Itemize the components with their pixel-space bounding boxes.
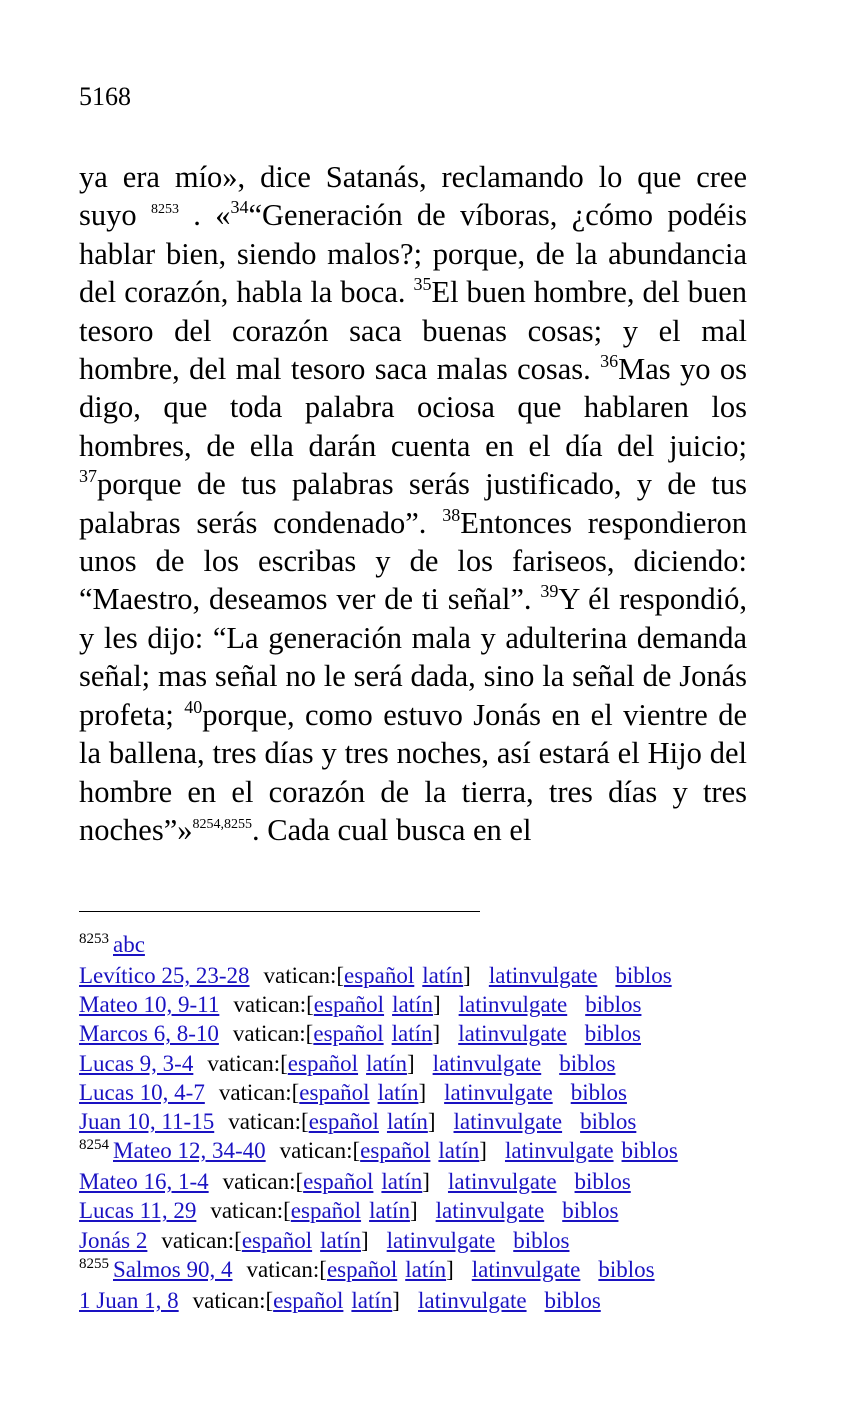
page-number: 5168 (79, 82, 131, 111)
latin-link[interactable]: latín (366, 1050, 407, 1076)
scripture-link[interactable]: Mateo 12, 34-40 (113, 1138, 266, 1164)
vatican-label: vatican:[ (232, 1021, 314, 1047)
footnote-entry (79, 990, 759, 1019)
footnotes (79, 930, 759, 1315)
latin-link[interactable]: latín (438, 1138, 480, 1164)
vatican-label: vatican:[ (161, 1227, 242, 1253)
vatican-label: vatican:[ (279, 1138, 361, 1164)
bracket-close: ] (432, 1021, 441, 1047)
footnote-divider (79, 911, 480, 912)
biblos-link[interactable]: biblos (513, 1227, 570, 1253)
footnote-entry (79, 1226, 759, 1255)
vatican-label: vatican:[ (263, 963, 345, 988)
biblos-link[interactable]: biblos (598, 1256, 655, 1282)
verse-number-37: 37 (79, 466, 97, 487)
verse-number-36: 36 (600, 351, 619, 372)
biblos-link[interactable]: biblos (559, 1050, 616, 1076)
scripture-link[interactable]: 1 Juan 1, 8 (79, 1287, 179, 1313)
latin-link[interactable]: latín (386, 1108, 428, 1134)
espanol-link[interactable]: español (308, 1108, 379, 1134)
scripture-link[interactable]: Mateo 16, 1-4 (79, 1169, 209, 1195)
scripture-link[interactable]: Levítico 25, 23-28 (79, 963, 250, 988)
latinvulgate-link[interactable]: latinvulgate (435, 1198, 545, 1224)
vatican-label: vatican:[ (228, 1108, 309, 1134)
bracket-close: ] (392, 1287, 400, 1313)
latinvulgate-link[interactable]: latinvulgate (504, 1138, 614, 1164)
body-text-end: . Cada cual busca en el (251, 812, 532, 847)
biblos-link[interactable]: biblos (562, 1198, 619, 1224)
footnote-entry (79, 1019, 759, 1048)
latin-link[interactable]: latín (391, 1021, 433, 1047)
vatican-label: vatican:[ (210, 1198, 291, 1224)
espanol-link[interactable]: español (344, 963, 415, 988)
bracket-close: ] (418, 1079, 427, 1105)
footnote-entry (79, 961, 759, 990)
footnote-entry (79, 1196, 759, 1225)
scripture-link[interactable]: Juan 10, 11-15 (79, 1108, 215, 1134)
scripture-link[interactable]: Marcos 6, 8-10 (79, 1021, 219, 1047)
footnote-entry (79, 1286, 759, 1315)
latinvulgate-link[interactable]: latinvulgate (417, 1287, 527, 1313)
latinvulgate-link[interactable]: latinvulgate (458, 992, 568, 1018)
biblos-link[interactable]: biblos (544, 1287, 601, 1313)
abc-link[interactable]: abc (113, 932, 145, 957)
footnote-entry (79, 1136, 759, 1167)
latinvulgate-link[interactable]: latinvulgate (432, 1050, 542, 1076)
bracket-close: ] (409, 1198, 418, 1224)
latin-link[interactable]: latín (320, 1227, 361, 1253)
verse-number-40: 40 (184, 696, 203, 717)
latinvulgate-link[interactable]: latinvulgate (447, 1169, 557, 1195)
espanol-link[interactable]: español (360, 1138, 431, 1164)
scripture-link[interactable]: Jonás 2 (79, 1227, 148, 1253)
verse-36-text: Mas yo os digo, que toda palabra ociosa que hablaren los hombres, de ella darán cuenta en el día del juicio; (79, 352, 747, 463)
biblos-link[interactable]: biblos (570, 1079, 627, 1105)
bracket-close: ] (479, 1138, 487, 1164)
verse-37-text: porque de tus palabras serás justificado, y de tus palabras serás condenado”. (79, 467, 747, 540)
vatican-label: vatican:[ (233, 992, 314, 1018)
bracket-close: ] (406, 1050, 415, 1076)
vatican-label: vatican:[ (218, 1079, 300, 1105)
bracket-close: ] (361, 1227, 369, 1253)
footnote-number: 8255 (79, 1255, 109, 1272)
latin-link[interactable]: latín (351, 1287, 393, 1313)
scripture-link[interactable]: Lucas 11, 29 (79, 1198, 197, 1224)
espanol-link[interactable]: español (303, 1169, 374, 1195)
verse-40-text: porque, como estuvo Jonás en el vientre de la ballena, tres días y tres noches, así estará el Hijo del hombre en el corazón de la tierra, tres días y tres noches”» (79, 697, 748, 847)
footnote-entry (79, 1049, 759, 1078)
vatican-label: vatican:[ (207, 1050, 288, 1076)
biblos-link[interactable]: biblos (574, 1169, 631, 1195)
footnote-ref-8253: 8253 (150, 202, 179, 218)
biblos-link[interactable]: biblos (585, 992, 642, 1018)
espanol-link[interactable]: español (299, 1079, 370, 1105)
verse-number-38: 38 (442, 504, 461, 525)
espanol-link[interactable]: español (313, 1021, 384, 1047)
latin-link[interactable]: latín (392, 992, 433, 1018)
bracket-close: ] (432, 992, 441, 1018)
latinvulgate-link[interactable]: latinvulgate (386, 1227, 496, 1253)
bracket-close: ] (422, 1169, 430, 1195)
latin-link[interactable]: latín (369, 1198, 410, 1224)
latinvulgate-link[interactable]: latinvulgate (471, 1256, 581, 1282)
footnote-number: 8254 (79, 1137, 109, 1154)
espanol-link[interactable]: español (287, 1050, 359, 1076)
biblos-link[interactable]: biblos (621, 1138, 678, 1164)
footnote-number: 8253 (79, 931, 109, 947)
verse-number-39: 39 (540, 581, 559, 602)
latinvulgate-link[interactable]: latinvulgate (444, 1079, 553, 1105)
latinvulgate-link[interactable]: latinvulgate (458, 1021, 567, 1047)
latin-link[interactable]: latín (405, 1256, 447, 1282)
scripture-link[interactable]: Lucas 9, 3-4 (79, 1050, 194, 1076)
scripture-link[interactable]: Mateo 10, 9-11 (79, 992, 220, 1018)
biblos-link[interactable]: biblos (584, 1021, 641, 1047)
verse-38-text: Entonces respondieron unos de los escribas y de los fariseos, diciendo: “Maestro, deseamos ver de ti señal”. (79, 505, 748, 617)
espanol-link[interactable]: español (241, 1227, 313, 1253)
footnote-ref-8254-8255: 8254,8255 (192, 816, 252, 832)
footnote-entry (79, 1078, 759, 1107)
latin-link[interactable]: latín (381, 1169, 423, 1195)
vatican-label: vatican:[ (192, 1287, 274, 1313)
verse-35-text: El buen hombre, del buen tesoro del corazón saca buenas cosas; y el mal hombre, del mal tesoro saca malas cosas. (79, 275, 748, 387)
footnote-8253-header (79, 930, 759, 961)
biblos-link[interactable]: biblos (615, 963, 672, 988)
espanol-link[interactable]: español (290, 1198, 362, 1224)
vatican-label: vatican:[ (246, 1256, 327, 1282)
scripture-link[interactable]: Salmos 90, 4 (113, 1256, 233, 1282)
latinvulgate-link[interactable]: latinvulgate (453, 1108, 563, 1134)
bracket-close: ] (463, 963, 471, 988)
latin-link[interactable]: latín (377, 1079, 419, 1105)
verse-39-text: Y él respondió, y les dijo: “La generación mala y adulterina demanda señal; mas señal no le será dada, sino la señal de Jonás profeta; (79, 582, 747, 732)
biblos-link[interactable]: biblos (580, 1108, 637, 1134)
bracket-close: ] (427, 1108, 436, 1134)
verse-number-35: 35 (413, 274, 432, 295)
footnote-entry (79, 1255, 759, 1286)
scripture-link[interactable]: Lucas 10, 4-7 (79, 1079, 205, 1105)
body-text-2: . « (193, 198, 231, 233)
vatican-label: vatican:[ (222, 1169, 304, 1195)
latinvulgate-link[interactable]: latinvulgate (488, 963, 598, 988)
espanol-link[interactable]: español (313, 992, 385, 1018)
espanol-link[interactable]: español (326, 1256, 398, 1282)
latin-link[interactable]: latín (422, 963, 464, 988)
footnote-entry (79, 1107, 759, 1136)
footnote-entry (79, 1167, 759, 1196)
bracket-close: ] (446, 1256, 454, 1282)
espanol-link[interactable]: español (273, 1287, 344, 1313)
verse-number-34: 34 (230, 197, 249, 218)
verse-34-text: “Generación de víboras, ¿cómo podéis hablar bien, siendo malos?; porque, de la abundancia del corazón, habla la boca. (79, 198, 748, 310)
body-text-1: ya era mío», dice Satanás, reclamando lo que cree suyo (79, 160, 747, 233)
body-paragraph (79, 158, 747, 849)
